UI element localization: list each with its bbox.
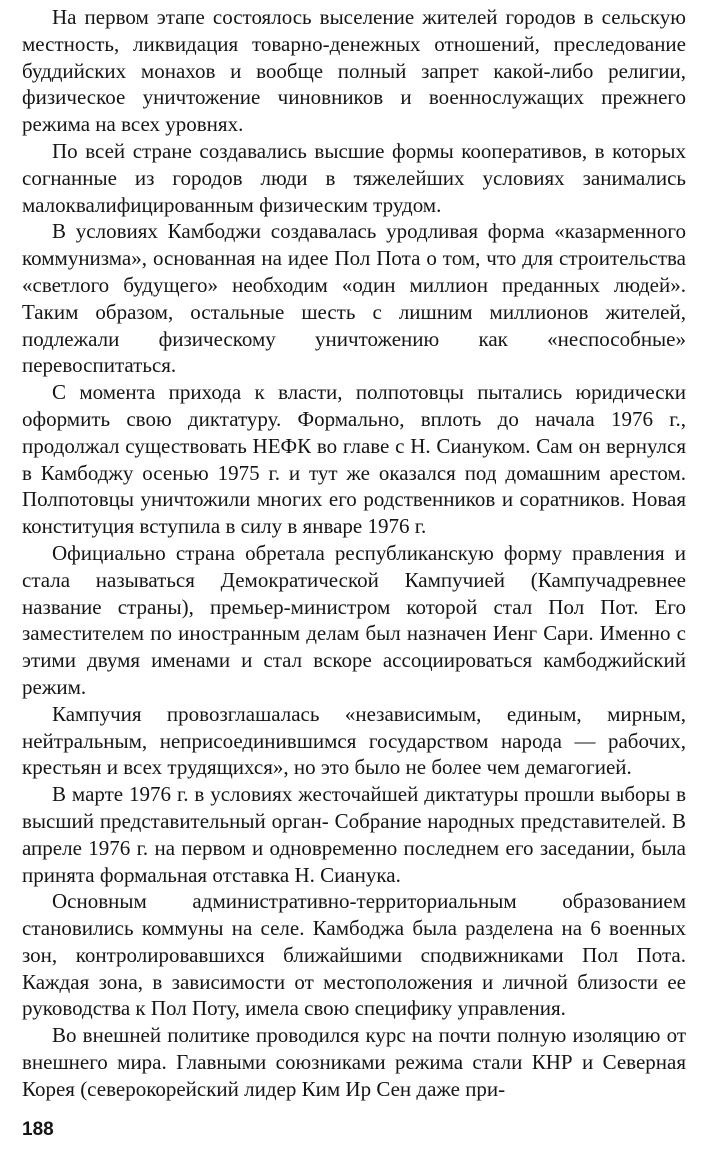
page-number: 188 (22, 1119, 54, 1140)
paragraph-8: Основным административно-территориальным образованием становились коммуны на селе. Камбоджа была разделена на 6 военных зон, контролировавшихся ближайшими сподвижниками Пол Пота. Каждая зона, в зависимости от местоположения и личной близости ее руководства к Пол Поту, имела свою специфику управления. (22, 889, 686, 1021)
paragraph-7: В марте 1976 г. в условиях жесточайшей диктатуры прошли выборы в высший представительный орган- Собрание народных представителей. В апреле 1976 г. на первом и одновременно последнем его заседании, была принята формальная отставка Н. Сианука. (22, 782, 686, 887)
paragraph-3: В условиях Камбоджи создавалась уродливая форма «казарменного коммунизма», основанная на идее Пол Пота о том, что для строительства «светлого будущего» необходим «один миллион преданных людей». Таким образом, остальные шесть с лишним миллионов жителей, подлежали физическому уничтожению как «неспособные» перевоспитаться. (22, 219, 686, 378)
paragraph-9: Во внешней политике проводился курс на почти полную изоляцию от внешнего мира. Главными союзниками режима стали КНР и Северная Корея (северокорейский лидер Ким Ир Сен даже при- (22, 1023, 686, 1101)
paragraph-4: С момента прихода к власти, полпотовцы пытались юридически оформить свою диктатуру. Формально, вплоть до начала 1976 г., продолжал существовать НЕФК во главе с Н. Сиануком. Сам он вернулся в Камбоджу осенью 1975 г. и тут же оказался под домашним арестом. Полпотовцы уничтожили многих его родственников и соратников. Новая конституция вступила в силу в январе 1976 г. (22, 380, 686, 539)
paragraph-6: Кампучия провозглашалась «независимым, единым, мирным, нейтральным, неприсоединившимся государством народа — рабочих, крестьян и всех трудящихся», но это было не более чем демагогией. (22, 701, 686, 780)
book-page-text (22, 4, 686, 1103)
paragraph-5: Официально страна обретала республиканскую форму правления и стала называться Демократической Кампучией (Кампучадревнее название страны), премьер-министром которой стал Пол Пот. Его заместителем по иностранным делам был назначен Иенг Сари. Именно с этими двумя именами и стал вскоре ассоциироваться камбоджийский режим. (22, 540, 686, 699)
paragraph-1: На первом этапе состоялось выселение жителей городов в сельскую местность, ликвидация товарно-денежных отношений, преследование буддийских монахов и вообще полный запрет какой-либо религии, физическое уничтожение чиновников и военнослужащих прежнего режима на всех уровнях. (22, 5, 686, 137)
paragraph-2: По всей стране создавались высшие формы кооперативов, в которых согнанные из городов люди в тяжелейших условиях занимались малоквалифицированным физическим трудом. (22, 138, 686, 217)
